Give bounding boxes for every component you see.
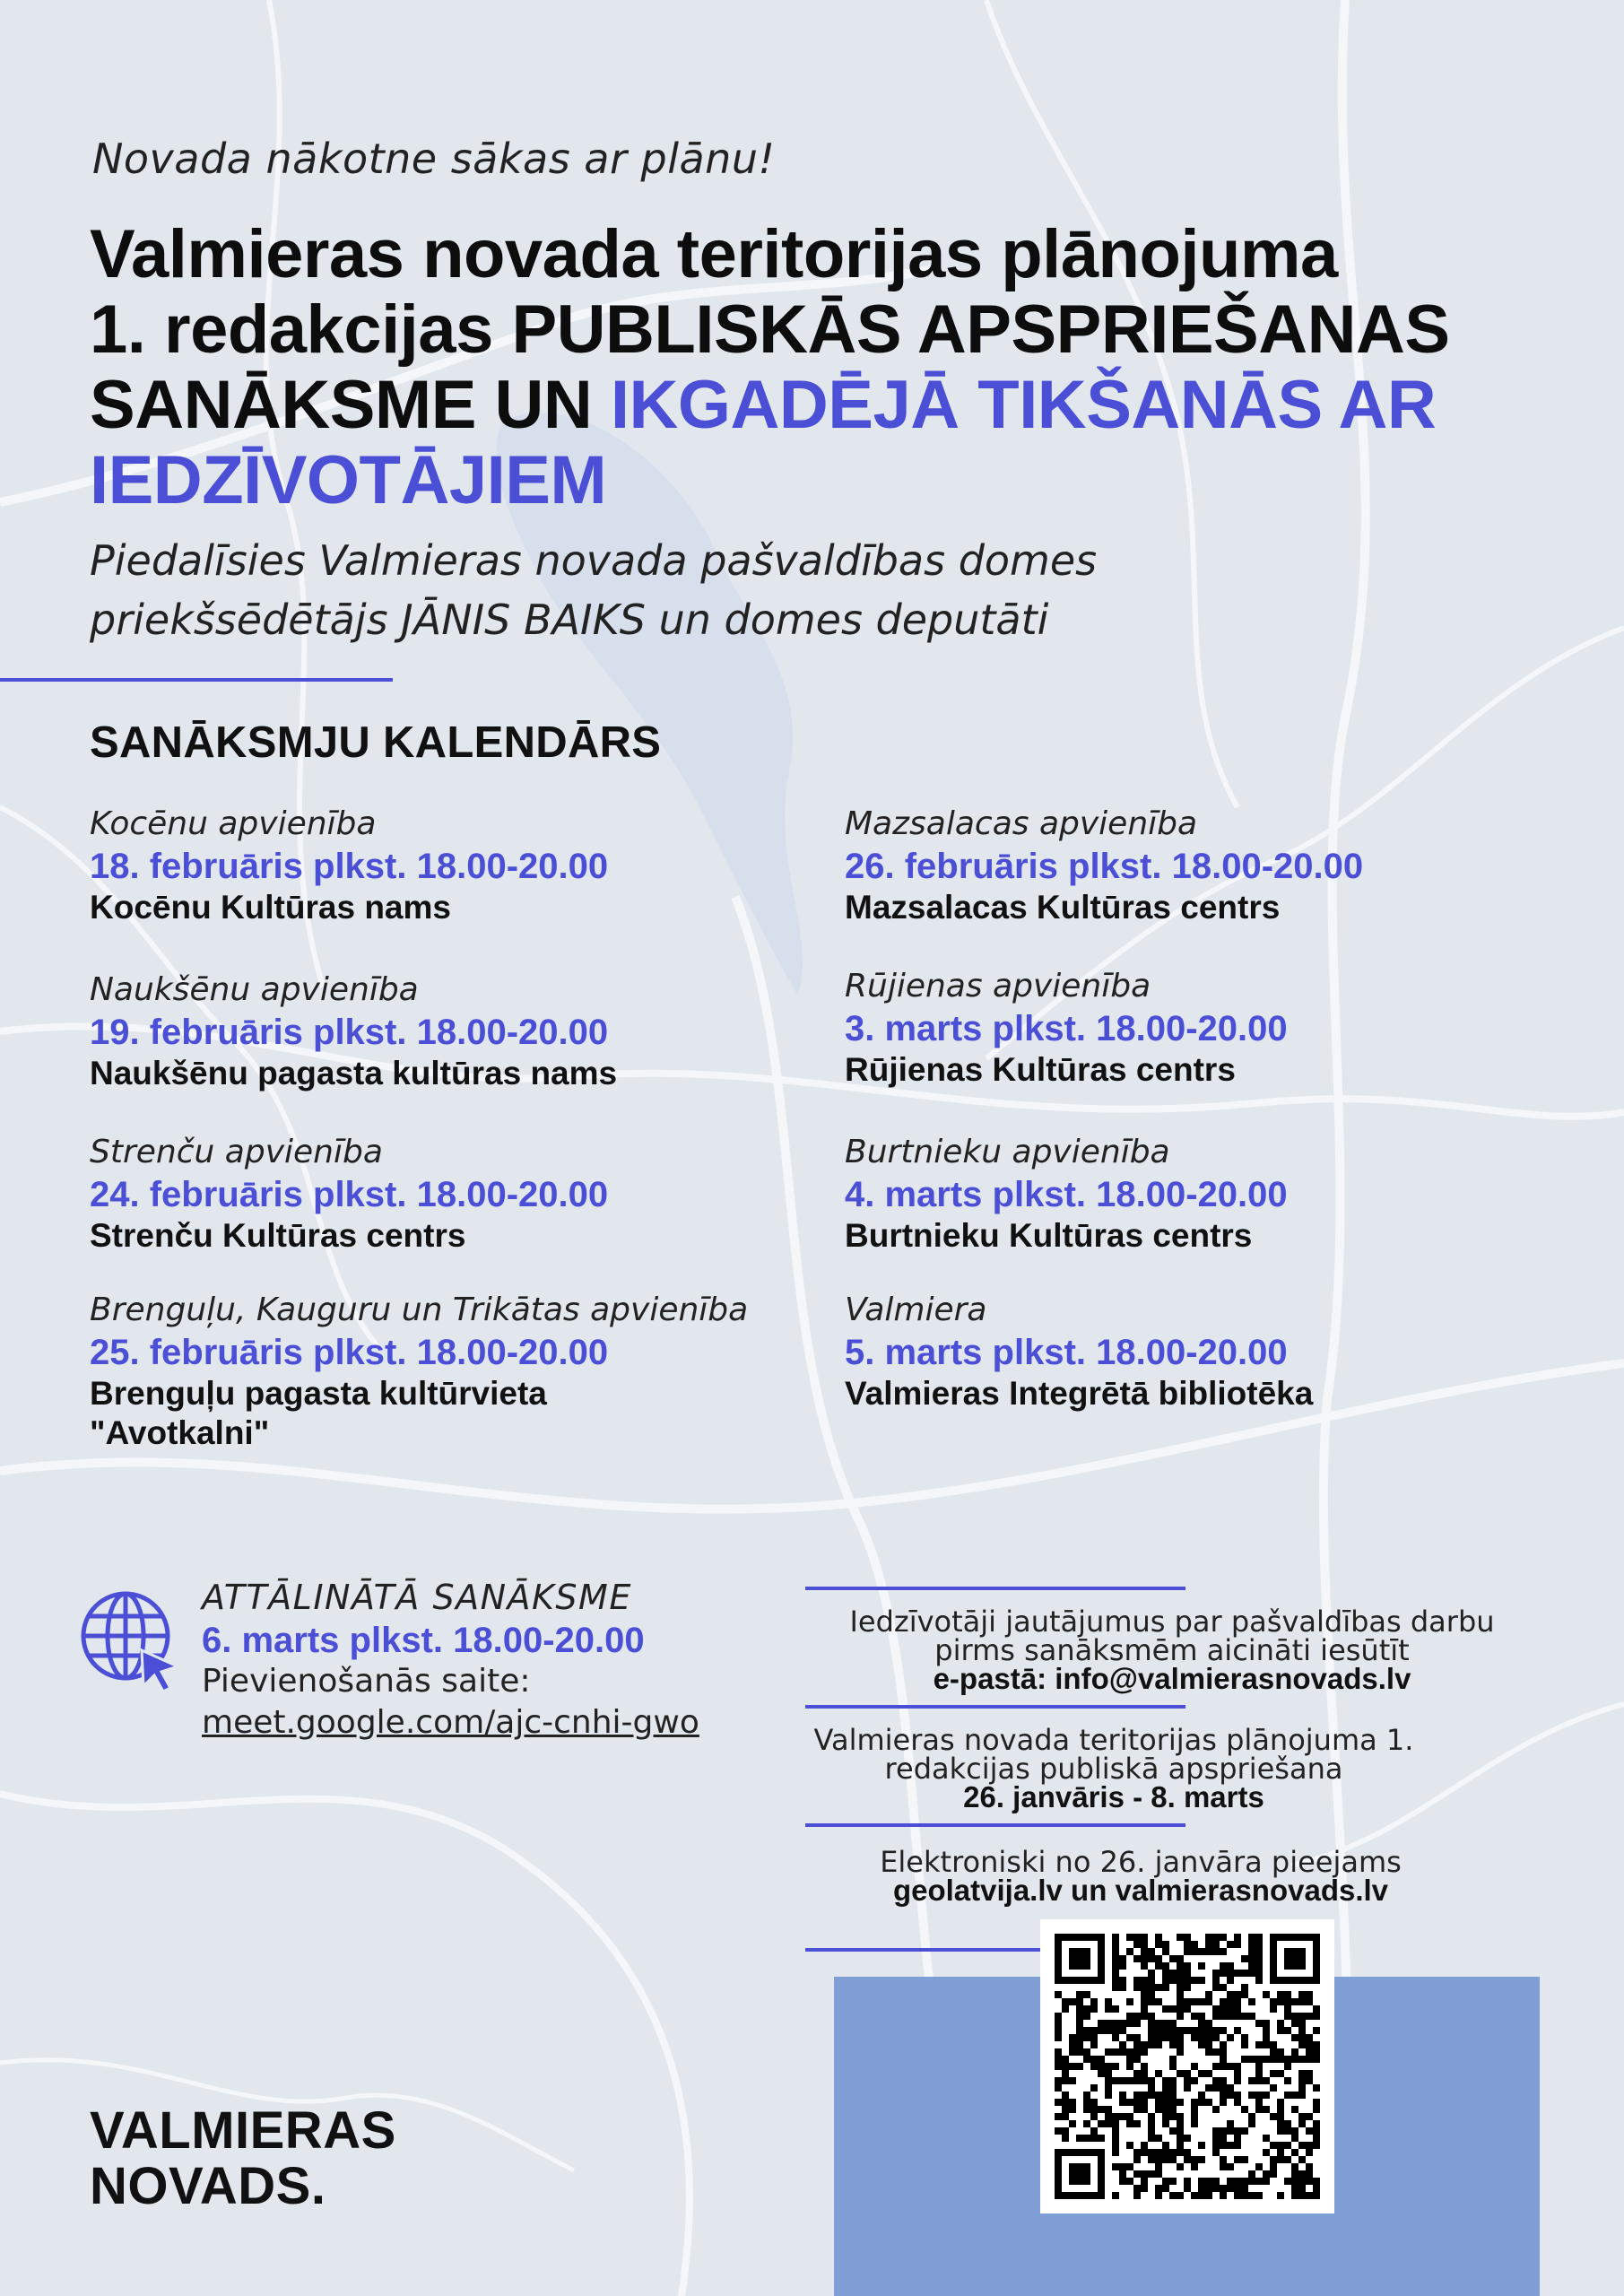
- tagline: Novada nākotne sākas ar plānu!: [92, 135, 776, 183]
- event-place: Kocēnu Kultūras nams: [90, 889, 451, 926]
- event-date: 25. februāris plkst. 18.00-20.00: [90, 1333, 609, 1372]
- event-place: Mazsalacas Kultūras centrs: [845, 889, 1281, 926]
- event-region: Mazsalacas apvienība: [845, 805, 1198, 842]
- event-region: Rūjienas apvienība: [845, 968, 1151, 1004]
- headline-line-4: IEDZĪVOTĀJIEM: [90, 442, 607, 518]
- subtitle-line-2: priekšsēdētājs JĀNIS BAIKS un domes deputāti: [90, 596, 1049, 644]
- headline-line-3: [90, 368, 1578, 443]
- info-discussion-line-1: Valmieras novada teritorijas plānojuma 1.: [813, 1723, 1414, 1757]
- remote-meeting-link[interactable]: meet.google.com/ajc-cnhi-gwo: [202, 1704, 699, 1741]
- info-questions-line-2: pirms sanāksmēm aicināti iesūtīt: [934, 1633, 1410, 1667]
- remote-link-label: Pievienošanās saite:: [202, 1663, 531, 1700]
- headline-line-2: 1. redakcijas PUBLISKĀS APSPRIEŠANAS: [90, 291, 1450, 368]
- event-region: Burtnieku apvienība: [845, 1134, 1170, 1170]
- event-nauksenu: [90, 970, 825, 1093]
- event-date: 26. februāris plkst. 18.00-20.00: [845, 847, 1364, 886]
- event-place: Strenču Kultūras centrs: [90, 1217, 466, 1254]
- headline: [90, 217, 1578, 518]
- event-region: Brenguļu, Kauguru un Trikātas apvienība: [90, 1292, 749, 1328]
- qr-code: [1040, 1919, 1334, 2213]
- subtitle: [90, 531, 1097, 649]
- event-region: Kocēnu apvienība: [90, 805, 377, 842]
- info-questions: [822, 1607, 1522, 1693]
- remote-meeting: [202, 1576, 699, 1744]
- subtitle-line-1: Piedalīsies Valmieras novada pašvaldības domes: [90, 536, 1098, 585]
- logo-line-2: NOVADS.: [90, 2157, 326, 2215]
- event-place: Valmieras Integrētā bibliotēka: [845, 1375, 1314, 1412]
- info-email[interactable]: e-pastā: info@valmierasnovads.lv: [933, 1662, 1411, 1695]
- headline-line-1: Valmieras novada teritorijas plānojuma: [90, 216, 1338, 292]
- event-date: 4. marts plkst. 18.00-20.00: [845, 1175, 1288, 1214]
- info-divider-2: [805, 1705, 1185, 1709]
- event-place: Naukšēnu pagasta kultūras nams: [90, 1055, 618, 1091]
- event-date: 19. februāris plkst. 18.00-20.00: [90, 1013, 609, 1052]
- calendar-title: SANĀKSMJU KALENDĀRS: [90, 718, 662, 767]
- event-date: 24. februāris plkst. 18.00-20.00: [90, 1175, 609, 1214]
- info-discussion: [764, 1723, 1463, 1813]
- event-date: 3. marts plkst. 18.00-20.00: [845, 1009, 1288, 1048]
- event-region: Naukšēnu apvienība: [90, 971, 419, 1008]
- globe-cursor-icon: [79, 1589, 185, 1695]
- info-divider-4: [805, 1948, 1040, 1952]
- info-online: [791, 1845, 1490, 1907]
- event-strencu: [90, 1132, 825, 1256]
- info-discussion-dates: 26. janvāris - 8. marts: [963, 1780, 1264, 1813]
- event-burtnieku: [845, 1132, 1580, 1256]
- headline-line-3-black: SANĀKSME UN: [90, 367, 611, 443]
- event-place: Rūjienas Kultūras centrs: [845, 1051, 1236, 1088]
- event-brengulu: [90, 1290, 825, 1453]
- event-date: 5. marts plkst. 18.00-20.00: [845, 1333, 1288, 1372]
- remote-date: 6. marts plkst. 18.00-20.00: [202, 1621, 645, 1660]
- event-kocenu: [90, 804, 825, 927]
- event-valmiera: [845, 1290, 1580, 1413]
- info-discussion-line-2: redakcijas publiskā apspriešana: [884, 1752, 1343, 1786]
- info-divider-3: [805, 1823, 1185, 1827]
- event-place-line-2: "Avotkalni": [90, 1414, 270, 1451]
- event-region: Strenču apvienība: [90, 1134, 383, 1170]
- event-region: Valmiera: [845, 1292, 987, 1328]
- event-rujienas: [845, 966, 1580, 1090]
- info-questions-line-1: Iedzīvotāji jautājumus par pašvaldības darbu: [849, 1605, 1495, 1639]
- remote-title: ATTĀLINĀTĀ SANĀKSME: [202, 1578, 632, 1617]
- valmieras-novads-logo: [90, 2103, 396, 2214]
- event-place: Burtnieku Kultūras centrs: [845, 1217, 1253, 1254]
- event-date: 18. februāris plkst. 18.00-20.00: [90, 847, 609, 886]
- headline-line-3-blue: IKGADĒJĀ TIKŠANĀS AR: [610, 367, 1437, 443]
- info-divider-1: [805, 1587, 1185, 1590]
- event-place: Brenguļu pagasta kultūrvieta: [90, 1375, 547, 1412]
- event-mazsalacas: [845, 804, 1580, 927]
- logo-line-1: VALMIERAS: [90, 2101, 396, 2160]
- info-online-line-1: Elektroniski no 26. janvāra pieejams: [880, 1845, 1402, 1879]
- info-online-sites[interactable]: geolatvija.lv un valmierasnovads.lv: [892, 1874, 1389, 1907]
- section-divider: [0, 678, 393, 682]
